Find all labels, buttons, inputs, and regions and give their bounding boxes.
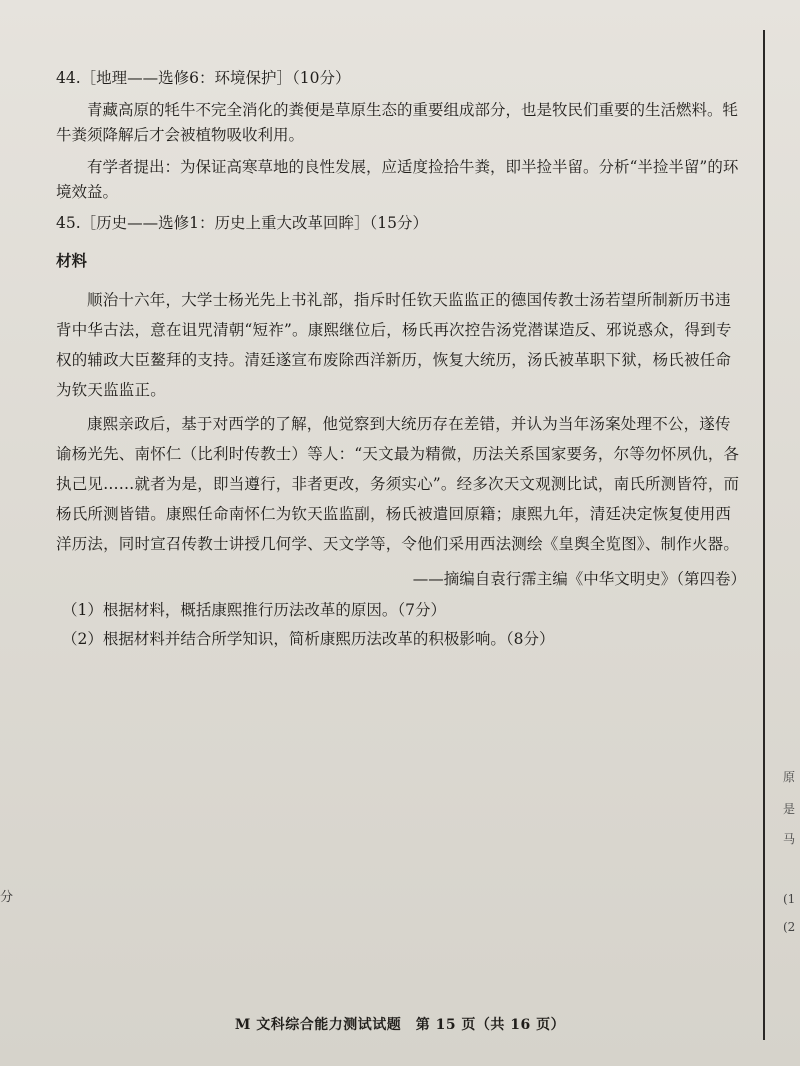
question-44-paragraph-1: 青藏高原的牦牛不完全消化的粪便是草原生态的重要组成部分，也是牧民们重要的生活燃料。牦牛粪须降解后才会被植物吸收利用。 <box>56 101 739 144</box>
question-45-title: 45.［历史——选修1：历史上重大改革回眸］（15分） <box>56 214 428 232</box>
page-border-line <box>763 30 765 1040</box>
right-edge-fragment: (2 <box>783 920 796 934</box>
question-content <box>56 66 746 652</box>
right-edge-fragment: (1 <box>783 892 796 906</box>
sub-question-1: （1）根据材料，概括康熙推行历法改革的原因。（7分） <box>62 601 446 619</box>
material-source: ——摘编自袁行霈主编《中华文明史》（第四卷） <box>412 570 746 588</box>
right-edge-fragment: 马 <box>783 832 796 846</box>
sub-question-2: （2）根据材料并结合所学知识，简析康熙历法改革的积极影响。（8分） <box>62 630 555 648</box>
material-paragraph-2: 康熙亲政后，基于对西学的了解，他觉察到大统历存在差错，并认为当年汤案处理不公，遂传谕杨光先、南怀仁（比利时传教士）等人：“天文最为精微，历法关系国家要务，尔等勿怀夙仇，各执己见……就者为是，即当遵行，非者更改，务须实心”。经多次天文观测比试，南氏所测皆符，而杨氏所测皆错。康熙任命南怀仁为钦天监监副，杨氏被遣回原籍；康熙九年，清廷决定恢复使用西洋历法，同时宣召传教士讲授几何学、天文学等，令他们采用西法测绘《皇舆全览图》、制作火器。 <box>56 415 740 553</box>
right-edge-fragment: 是 <box>783 802 796 816</box>
material-label: 材料 <box>56 251 88 270</box>
material-paragraph-1: 顺治十六年，大学士杨光先上书礼部，指斥时任钦天监监正的德国传教士汤若望所制新历书违背中华古法，意在诅咒清朝“短祚”。康熙继位后，杨氏再次控告汤党潜谋造反、邪说惑众，得到专权的辅政大臣鳌拜的支持。清廷遂宣布废除西洋新历，恢复大统历，汤氏被革职下狱，杨氏被任命为钦天监监正。 <box>56 291 732 399</box>
question-44-title: 44.［地理——选修6：环境保护］（10分） <box>56 69 351 87</box>
left-edge-fragment: 分 <box>0 890 14 905</box>
question-44-paragraph-2: 有学者提出：为保证高寒草地的良性发展，应适度捡拾牛粪，即半捡半留。分析“半捡半留”的环境效益。 <box>56 158 739 201</box>
page-footer: M 文科综合能力测试试题 第 15 页（共 16 页） <box>234 1017 566 1033</box>
right-edge-fragment: 原 <box>783 770 796 784</box>
